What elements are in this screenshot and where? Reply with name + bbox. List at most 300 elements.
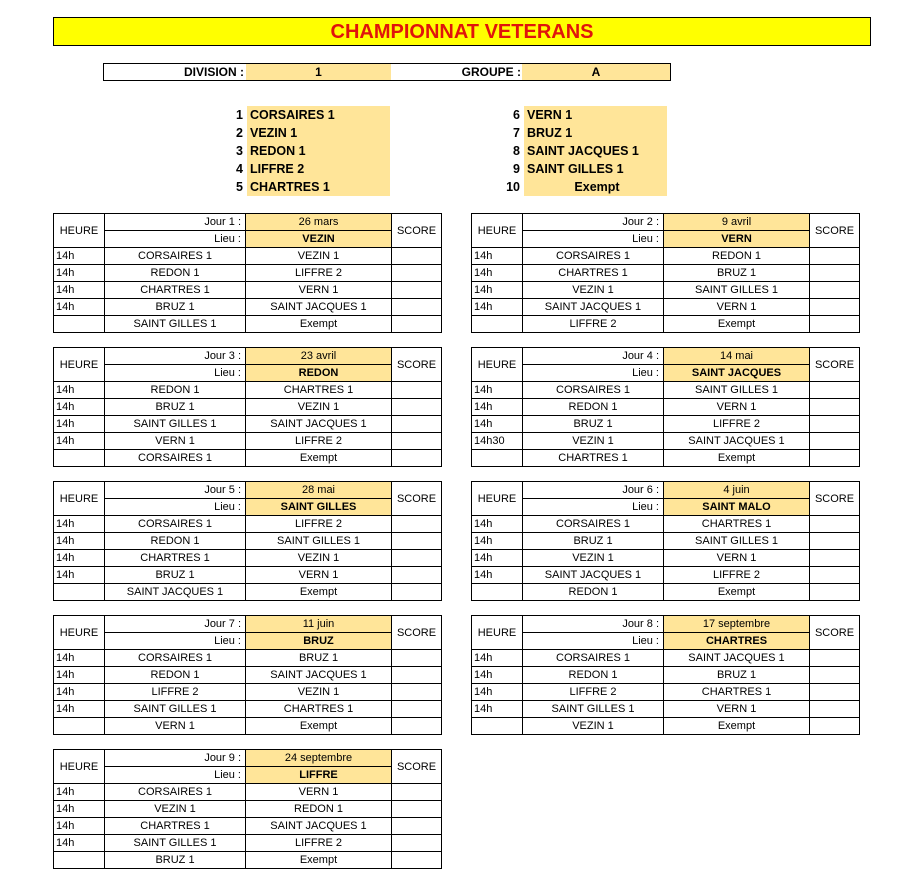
score-cell[interactable]	[810, 450, 860, 467]
home-team: CORSAIRES 1	[523, 248, 664, 265]
match-time: 14h	[54, 282, 105, 299]
match-row	[54, 701, 442, 718]
score-cell[interactable]	[392, 701, 442, 718]
day-date: 23 avril	[246, 348, 392, 365]
home-team: CORSAIRES 1	[523, 516, 664, 533]
match-row	[472, 382, 860, 399]
team-list-left	[213, 106, 393, 196]
away-team: VEZIN 1	[246, 684, 392, 701]
home-team: CHARTRES 1	[523, 265, 664, 282]
score-cell[interactable]	[392, 567, 442, 584]
day-label: Jour 3 :	[105, 348, 246, 365]
away-team: VERN 1	[664, 399, 810, 416]
home-team: CORSAIRES 1	[105, 450, 246, 467]
home-team: VEZIN 1	[523, 718, 664, 735]
match-row	[54, 533, 442, 550]
score-cell[interactable]	[392, 299, 442, 316]
away-team: SAINT GILLES 1	[664, 382, 810, 399]
away-team: VERN 1	[664, 299, 810, 316]
score-cell[interactable]	[392, 818, 442, 835]
score-cell[interactable]	[392, 316, 442, 333]
home-team: CORSAIRES 1	[105, 784, 246, 801]
team-number: 6	[513, 108, 520, 122]
heure-header: HEURE	[54, 348, 105, 382]
heure-header: HEURE	[54, 482, 105, 516]
home-team: LIFFRE 2	[523, 684, 664, 701]
away-team: LIFFRE 2	[664, 567, 810, 584]
day-table	[471, 481, 860, 601]
score-cell[interactable]	[810, 248, 860, 265]
day-label: Jour 8 :	[523, 616, 664, 633]
match-time: 14h	[54, 701, 105, 718]
lieu-label: Lieu :	[523, 365, 664, 382]
match-row	[54, 567, 442, 584]
day-date: 14 mai	[664, 348, 810, 365]
away-team: LIFFRE 2	[664, 416, 810, 433]
score-cell[interactable]	[810, 299, 860, 316]
groupe-label: GROUPE :	[461, 65, 521, 79]
match-time: 14h	[54, 567, 105, 584]
team-row	[213, 124, 393, 142]
match-time	[54, 450, 105, 467]
team-name: CORSAIRES 1	[247, 106, 390, 124]
home-team: SAINT GILLES 1	[105, 701, 246, 718]
match-time: 14h	[54, 433, 105, 450]
score-cell[interactable]	[392, 433, 442, 450]
home-team: VERN 1	[105, 433, 246, 450]
day-label: Jour 9 :	[105, 750, 246, 767]
home-team: REDON 1	[105, 667, 246, 684]
away-team: SAINT JACQUES 1	[246, 299, 392, 316]
home-team: LIFFRE 2	[105, 684, 246, 701]
page-title: CHAMPIONNAT VETERANS	[53, 17, 871, 46]
venue: BRUZ	[246, 633, 392, 650]
home-team: SAINT GILLES 1	[105, 835, 246, 852]
match-row	[54, 265, 442, 282]
heure-header: HEURE	[472, 616, 523, 650]
score-cell[interactable]	[810, 399, 860, 416]
match-time: 14h	[472, 684, 523, 701]
score-cell[interactable]	[810, 667, 860, 684]
team-list-right	[490, 106, 670, 196]
score-cell[interactable]	[392, 650, 442, 667]
match-row	[472, 718, 860, 735]
match-time: 14h	[472, 533, 523, 550]
match-time: 14h	[472, 399, 523, 416]
match-row	[472, 684, 860, 701]
match-time: 14h	[472, 701, 523, 718]
match-row	[472, 433, 860, 450]
score-cell[interactable]	[810, 550, 860, 567]
score-cell[interactable]	[810, 416, 860, 433]
score-header: SCORE	[392, 348, 442, 382]
away-team: CHARTRES 1	[664, 516, 810, 533]
away-team: VERN 1	[246, 567, 392, 584]
score-cell[interactable]	[392, 784, 442, 801]
venue: VEZIN	[246, 231, 392, 248]
lieu-label: Lieu :	[523, 231, 664, 248]
score-cell[interactable]	[392, 835, 442, 852]
away-team: LIFFRE 2	[246, 433, 392, 450]
score-header: SCORE	[810, 348, 860, 382]
home-team: CHARTRES 1	[523, 450, 664, 467]
score-cell[interactable]	[392, 265, 442, 282]
away-team: VERN 1	[664, 701, 810, 718]
heure-header: HEURE	[54, 214, 105, 248]
match-row	[472, 248, 860, 265]
match-time: 14h	[472, 550, 523, 567]
match-time: 14h	[472, 282, 523, 299]
match-time: 14h	[54, 265, 105, 282]
away-team: CHARTRES 1	[246, 701, 392, 718]
score-cell[interactable]	[392, 718, 442, 735]
home-team: VEZIN 1	[105, 801, 246, 818]
away-team: BRUZ 1	[246, 650, 392, 667]
score-header: SCORE	[392, 750, 442, 784]
match-time: 14h	[54, 835, 105, 852]
day-date: 4 juin	[664, 482, 810, 499]
match-time	[472, 718, 523, 735]
team-number: 2	[236, 126, 243, 140]
heure-header: HEURE	[472, 348, 523, 382]
away-team: BRUZ 1	[664, 265, 810, 282]
heure-header: HEURE	[54, 750, 105, 784]
home-team: VEZIN 1	[523, 282, 664, 299]
match-row	[472, 316, 860, 333]
match-time	[472, 316, 523, 333]
match-time: 14h	[54, 784, 105, 801]
venue: SAINT JACQUES	[664, 365, 810, 382]
away-team: REDON 1	[246, 801, 392, 818]
score-header: SCORE	[392, 214, 442, 248]
team-row	[213, 160, 393, 178]
match-row	[54, 818, 442, 835]
match-row	[54, 650, 442, 667]
match-time: 14h30	[472, 433, 523, 450]
home-team: CORSAIRES 1	[105, 516, 246, 533]
team-number: 5	[236, 180, 243, 194]
match-time: 14h	[54, 650, 105, 667]
match-time: 14h	[54, 516, 105, 533]
day-label: Jour 1 :	[105, 214, 246, 231]
match-row	[54, 584, 442, 601]
day-table	[471, 347, 860, 467]
match-time: 14h	[54, 382, 105, 399]
home-team: REDON 1	[105, 533, 246, 550]
away-team: LIFFRE 2	[246, 516, 392, 533]
venue: VERN	[664, 231, 810, 248]
venue: SAINT MALO	[664, 499, 810, 516]
away-team: Exempt	[246, 450, 392, 467]
match-row	[54, 382, 442, 399]
home-team: CHARTRES 1	[105, 818, 246, 835]
match-row	[54, 852, 442, 869]
team-number: 10	[506, 180, 520, 194]
team-number: 8	[513, 144, 520, 158]
away-team: SAINT JACQUES 1	[664, 650, 810, 667]
score-cell[interactable]	[810, 533, 860, 550]
match-row	[472, 650, 860, 667]
venue: CHARTRES	[664, 633, 810, 650]
team-name: VEZIN 1	[247, 124, 390, 142]
score-cell[interactable]	[810, 516, 860, 533]
match-row	[54, 399, 442, 416]
match-row	[472, 584, 860, 601]
away-team: Exempt	[246, 584, 392, 601]
home-team: CORSAIRES 1	[523, 650, 664, 667]
score-cell[interactable]	[392, 801, 442, 818]
match-time: 14h	[472, 516, 523, 533]
match-time	[472, 584, 523, 601]
home-team: BRUZ 1	[523, 533, 664, 550]
match-row	[472, 667, 860, 684]
day-date: 11 juin	[246, 616, 392, 633]
match-row	[472, 533, 860, 550]
match-time: 14h	[54, 299, 105, 316]
match-time: 14h	[472, 416, 523, 433]
day-table	[471, 213, 860, 333]
match-time: 14h	[472, 567, 523, 584]
team-name: SAINT GILLES 1	[524, 160, 667, 178]
day-table	[53, 347, 442, 467]
home-team: REDON 1	[523, 667, 664, 684]
match-time: 14h	[472, 650, 523, 667]
away-team: VERN 1	[246, 784, 392, 801]
away-team: LIFFRE 2	[246, 835, 392, 852]
team-name: SAINT JACQUES 1	[524, 142, 667, 160]
day-label: Jour 5 :	[105, 482, 246, 499]
lieu-label: Lieu :	[105, 231, 246, 248]
team-name: VERN 1	[524, 106, 667, 124]
score-cell[interactable]	[392, 450, 442, 467]
away-team: SAINT JACQUES 1	[246, 416, 392, 433]
score-cell[interactable]	[392, 667, 442, 684]
heure-header: HEURE	[472, 214, 523, 248]
home-team: CORSAIRES 1	[523, 382, 664, 399]
home-team: VERN 1	[105, 718, 246, 735]
day-table	[471, 615, 860, 735]
match-row	[472, 399, 860, 416]
away-team: CHARTRES 1	[664, 684, 810, 701]
lieu-label: Lieu :	[105, 499, 246, 516]
heure-header: HEURE	[54, 616, 105, 650]
home-team: SAINT JACQUES 1	[105, 584, 246, 601]
home-team: CHARTRES 1	[105, 282, 246, 299]
match-row	[472, 265, 860, 282]
away-team: Exempt	[664, 450, 810, 467]
score-header: SCORE	[810, 616, 860, 650]
home-team: SAINT GILLES 1	[105, 416, 246, 433]
score-cell[interactable]	[810, 382, 860, 399]
match-row	[54, 684, 442, 701]
match-row	[472, 450, 860, 467]
day-label: Jour 6 :	[523, 482, 664, 499]
score-header: SCORE	[392, 616, 442, 650]
match-row	[54, 667, 442, 684]
match-time: 14h	[54, 399, 105, 416]
match-row	[54, 416, 442, 433]
team-row	[213, 142, 393, 160]
match-row	[54, 784, 442, 801]
away-team: VEZIN 1	[246, 399, 392, 416]
home-team: CHARTRES 1	[105, 550, 246, 567]
score-cell[interactable]	[392, 533, 442, 550]
score-cell[interactable]	[392, 516, 442, 533]
home-team: SAINT JACQUES 1	[523, 567, 664, 584]
match-row	[472, 282, 860, 299]
day-label: Jour 4 :	[523, 348, 664, 365]
match-time: 14h	[472, 382, 523, 399]
match-row	[472, 550, 860, 567]
score-cell[interactable]	[810, 567, 860, 584]
venue: REDON	[246, 365, 392, 382]
team-number: 9	[513, 162, 520, 176]
score-cell[interactable]	[392, 584, 442, 601]
home-team: BRUZ 1	[523, 416, 664, 433]
team-name: Exempt	[524, 178, 667, 196]
score-cell[interactable]	[392, 852, 442, 869]
score-cell[interactable]	[392, 416, 442, 433]
lieu-label: Lieu :	[105, 767, 246, 784]
day-date: 9 avril	[664, 214, 810, 231]
match-time: 14h	[472, 248, 523, 265]
score-cell[interactable]	[392, 248, 442, 265]
score-cell[interactable]	[392, 282, 442, 299]
away-team: VEZIN 1	[246, 550, 392, 567]
score-header: SCORE	[392, 482, 442, 516]
home-team: REDON 1	[105, 265, 246, 282]
team-row	[490, 124, 670, 142]
match-time: 14h	[54, 801, 105, 818]
match-row	[54, 835, 442, 852]
team-name: LIFFRE 2	[247, 160, 390, 178]
match-row	[54, 516, 442, 533]
match-row	[54, 248, 442, 265]
match-row	[472, 416, 860, 433]
lieu-label: Lieu :	[105, 365, 246, 382]
match-row	[472, 567, 860, 584]
venue: SAINT GILLES	[246, 499, 392, 516]
away-team: LIFFRE 2	[246, 265, 392, 282]
score-cell[interactable]	[810, 584, 860, 601]
away-team: SAINT JACQUES 1	[246, 667, 392, 684]
home-team: SAINT GILLES 1	[105, 316, 246, 333]
home-team: BRUZ 1	[105, 399, 246, 416]
team-name: REDON 1	[247, 142, 390, 160]
score-cell[interactable]	[810, 433, 860, 450]
home-team: SAINT GILLES 1	[523, 701, 664, 718]
venue: LIFFRE	[246, 767, 392, 784]
match-time: 14h	[54, 550, 105, 567]
score-cell[interactable]	[810, 701, 860, 718]
match-row	[472, 299, 860, 316]
lieu-label: Lieu :	[523, 633, 664, 650]
away-team: Exempt	[246, 316, 392, 333]
away-team: SAINT JACQUES 1	[664, 433, 810, 450]
team-row	[490, 106, 670, 124]
away-team: Exempt	[246, 718, 392, 735]
home-team: REDON 1	[105, 382, 246, 399]
home-team: REDON 1	[523, 584, 664, 601]
team-row	[213, 106, 393, 124]
score-cell[interactable]	[810, 650, 860, 667]
day-table	[53, 615, 442, 735]
day-table	[53, 481, 442, 601]
match-time: 14h	[472, 265, 523, 282]
division-row	[103, 63, 671, 81]
score-cell[interactable]	[810, 316, 860, 333]
away-team: SAINT GILLES 1	[664, 282, 810, 299]
home-team: SAINT JACQUES 1	[523, 299, 664, 316]
away-team: Exempt	[664, 316, 810, 333]
match-time: 14h	[54, 248, 105, 265]
score-cell[interactable]	[810, 282, 860, 299]
score-cell[interactable]	[392, 399, 442, 416]
away-team: Exempt	[664, 584, 810, 601]
match-time: 14h	[54, 533, 105, 550]
away-team: VERN 1	[664, 550, 810, 567]
match-row	[54, 433, 442, 450]
score-cell[interactable]	[810, 684, 860, 701]
groupe-value: A	[522, 64, 670, 80]
away-team: BRUZ 1	[664, 667, 810, 684]
away-team: CHARTRES 1	[246, 382, 392, 399]
day-label: Jour 2 :	[523, 214, 664, 231]
match-row	[54, 316, 442, 333]
team-row	[490, 142, 670, 160]
day-date: 24 septembre	[246, 750, 392, 767]
score-cell[interactable]	[392, 684, 442, 701]
away-team: SAINT GILLES 1	[246, 533, 392, 550]
score-cell[interactable]	[810, 265, 860, 282]
away-team: SAINT JACQUES 1	[246, 818, 392, 835]
home-team: BRUZ 1	[105, 852, 246, 869]
away-team: SAINT GILLES 1	[664, 533, 810, 550]
away-team: Exempt	[664, 718, 810, 735]
score-cell[interactable]	[392, 382, 442, 399]
home-team: CORSAIRES 1	[105, 248, 246, 265]
match-time: 14h	[54, 684, 105, 701]
home-team: VEZIN 1	[523, 433, 664, 450]
match-row	[54, 718, 442, 735]
match-time	[54, 584, 105, 601]
day-date: 26 mars	[246, 214, 392, 231]
home-team: CORSAIRES 1	[105, 650, 246, 667]
day-date: 28 mai	[246, 482, 392, 499]
division-value: 1	[246, 64, 391, 80]
match-time: 14h	[472, 667, 523, 684]
away-team: VERN 1	[246, 282, 392, 299]
score-header: SCORE	[810, 482, 860, 516]
match-time	[54, 718, 105, 735]
match-time	[54, 316, 105, 333]
match-row	[54, 550, 442, 567]
team-row	[490, 160, 670, 178]
match-time: 14h	[54, 416, 105, 433]
match-row	[472, 701, 860, 718]
match-row	[54, 450, 442, 467]
match-time: 14h	[472, 299, 523, 316]
score-cell[interactable]	[392, 550, 442, 567]
team-row	[213, 178, 393, 196]
away-team: VEZIN 1	[246, 248, 392, 265]
score-cell[interactable]	[810, 718, 860, 735]
home-team: BRUZ 1	[105, 299, 246, 316]
team-number: 1	[236, 108, 243, 122]
lieu-label: Lieu :	[523, 499, 664, 516]
day-table	[53, 213, 442, 333]
home-team: BRUZ 1	[105, 567, 246, 584]
